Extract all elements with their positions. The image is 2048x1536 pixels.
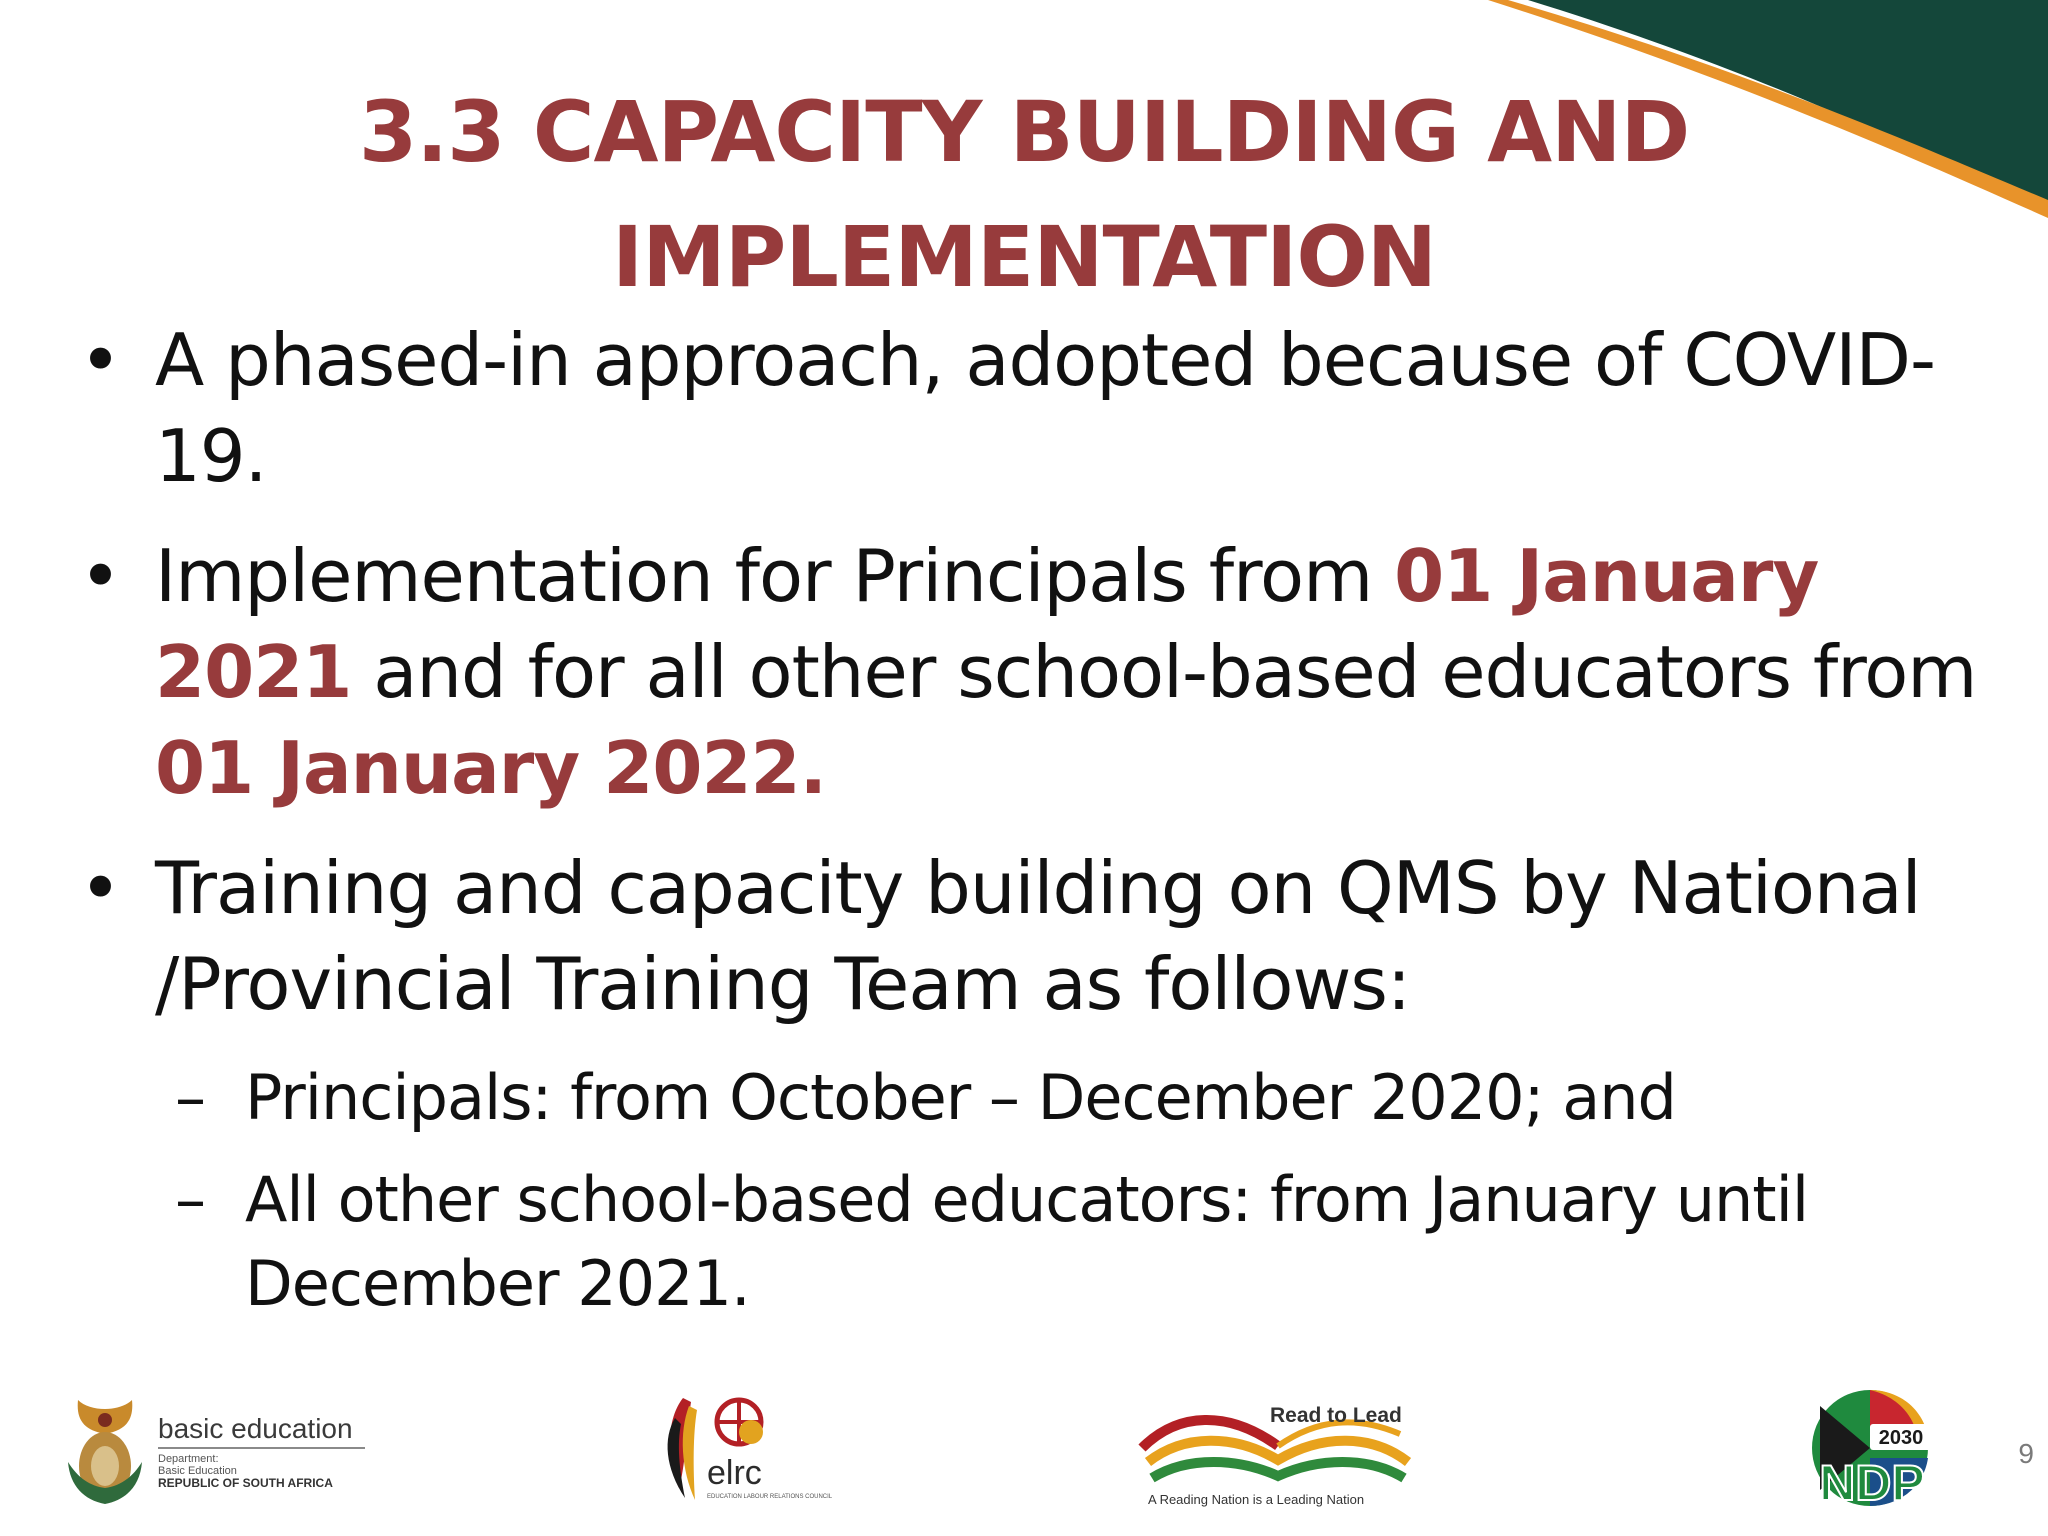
bullet-marker: • — [79, 318, 121, 402]
bullet-marker: • — [79, 534, 121, 618]
bullet-text: Implementation for Principals from — [155, 534, 1395, 618]
ndp-year-label: 2030 — [1878, 1427, 1924, 1449]
sub-bullet-principals — [70, 1056, 2000, 1140]
highlighted-date-principals: 01 January 2021 — [155, 534, 1819, 714]
read-to-lead-tagline: A Reading Nation is a Leading Nation — [1148, 1492, 1365, 1507]
bullet-marker: • — [79, 846, 121, 930]
ndp-2030-logo — [1800, 1386, 1940, 1516]
footer-logo-bar — [0, 1358, 2048, 1536]
elrc-tagline: EDUCATION LABOUR RELATIONS COUNCIL — [707, 1494, 833, 1500]
bullet-item-implementation-dates — [70, 528, 2000, 816]
basic-education-logo — [60, 1396, 380, 1508]
bullet-text: A phased-in approach, adopted because of COVID-19. — [155, 318, 1935, 498]
elrc-wordmark: elrc — [707, 1454, 762, 1492]
open-book-icon — [1142, 1420, 1408, 1478]
page-number: 9 — [2018, 1438, 2034, 1469]
read-to-lead-wordmark: Read to Lead — [1270, 1404, 1402, 1427]
sub-bullet-educators — [70, 1158, 2000, 1326]
sub-bullet-marker: – — [175, 1061, 205, 1134]
highlighted-date-educators: 01 January 2022. — [155, 726, 826, 810]
sub-bullet-marker: – — [175, 1163, 205, 1236]
sub-bullet-text: All other school-based educators: from January until December 2021. — [245, 1163, 1809, 1320]
bullet-text: Training and capacity building on QMS by National /Provincial Training Team as follows: — [155, 846, 1921, 1026]
ndp-wordmark: NDP — [1819, 1455, 1925, 1511]
bullet-item-phased-approach — [70, 312, 2000, 504]
elrc-logo — [655, 1388, 833, 1518]
basic-education-dept-name: Basic Education — [158, 1465, 237, 1477]
basic-education-wordmark: basic education — [158, 1413, 353, 1444]
slide-title-line-2: IMPLEMENTATION — [611, 208, 1437, 306]
basic-education-dept-label: Department: — [158, 1453, 219, 1465]
read-to-lead-logo — [1138, 1394, 1418, 1514]
slide-title — [0, 70, 2048, 320]
bullet-text: and for all other school-based educators from — [351, 630, 1977, 714]
slide-body — [70, 312, 2000, 1326]
bullet-item-training — [70, 840, 2000, 1032]
basic-education-country: REPUBLIC OF SOUTH AFRICA — [158, 1476, 333, 1490]
slide-title-line-1: 3.3 CAPACITY BUILDING AND — [358, 83, 1690, 181]
sub-bullet-text: Principals: from October – December 2020; and — [245, 1061, 1676, 1134]
coat-of-arms-icon — [68, 1400, 142, 1504]
